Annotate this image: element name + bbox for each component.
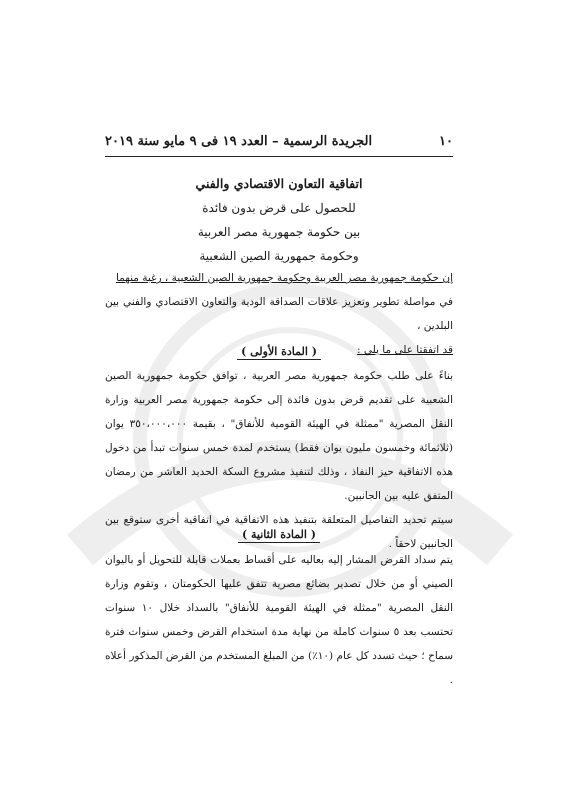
title-line-2: للحصول على قرض بدون فائدة [202,201,356,215]
preamble-line-2: في مواصلة تطوير وتعزيز علاقات الصداقة الودية والتعاون الاقتصادي والفني بين البلدين ، [105,296,453,332]
title-line-4: وحكومة جمهورية الصين الشعبية [199,249,359,263]
agreement-title [105,172,453,268]
page-header [105,134,453,154]
article-1-heading: ( المادة الأولى ) [105,345,453,358]
article-1-paragraph-2: سيتم تحديد التفاصيل المتعلقة بتنفيذ هذه الاتفاقية في اتفاقية أخرى ستوقع بين الجانبين لاحقاً . [105,514,453,550]
preamble-line-1: إن حكومة جمهورية مصر العربية وحكومة جمهورية الصين الشعبية ، رغبة منهما [115,272,453,284]
article-1-paragraph-1: بناءً على طلب حكومة جمهورية مصر العربية ، توافق حكومة جمهورية الصين الشعبية على تقديم قرض بدون فائدة إلى حكومة جمهورية مصر العربية وزارة النقل المصرية "ممثلة في الهيئة القومية للأنفاق" ، بقيمة ٣٥٠،٠٠٠،٠٠٠ يوان (ثلاثمائة وخمسون مليون يوان فقط) يستخدم لمدة خمس سنوات تبدأ من دخول هذه الاتفاقية حيز النفاذ ، وذلك لتنفيذ مشروع السكة الحديد العاشر من رمضان المتفق عليه بين الجانبين. [105,370,453,502]
article-2-heading: ( المادة الثانية ) [105,528,453,541]
article-2-body [105,548,453,692]
page-number: ١٠ [439,134,453,149]
preamble-line-3: قد اتفقتا على ما يلي : [356,344,453,356]
running-title: الجريدة الرسمية – العدد ١٩ فى ٩ مايو سنة ٢٠١٩ [105,134,373,149]
title-line-1: اتفاقية التعاون الاقتصادي والفني [195,176,363,191]
header-divider [105,156,453,157]
article-2-paragraph-1: يتم سداد القرض المشار إليه بعاليه على أقساط بعملات قابلة للتحويل أو باليوان الصيني أو من خلال تصدير بضائع مصرية تتفق عليها الحكومتان ، وتقوم وزارة النقل المصرية "ممثلة في الهيئة القومية للأنفاق" بالسداد خلال ١٠ سنوات تحتسب بعد ٥ سنوات كاملة من نهاية مدة استخدام القرض وخمس سنوات فترة سماح ؛ حيث تسدد كل عام (١٠٪) من المبلغ المستخدم من القرض المذكور أعلاه . [105,554,453,686]
title-line-3: بين حكومة جمهورية مصر العربية [197,225,361,239]
